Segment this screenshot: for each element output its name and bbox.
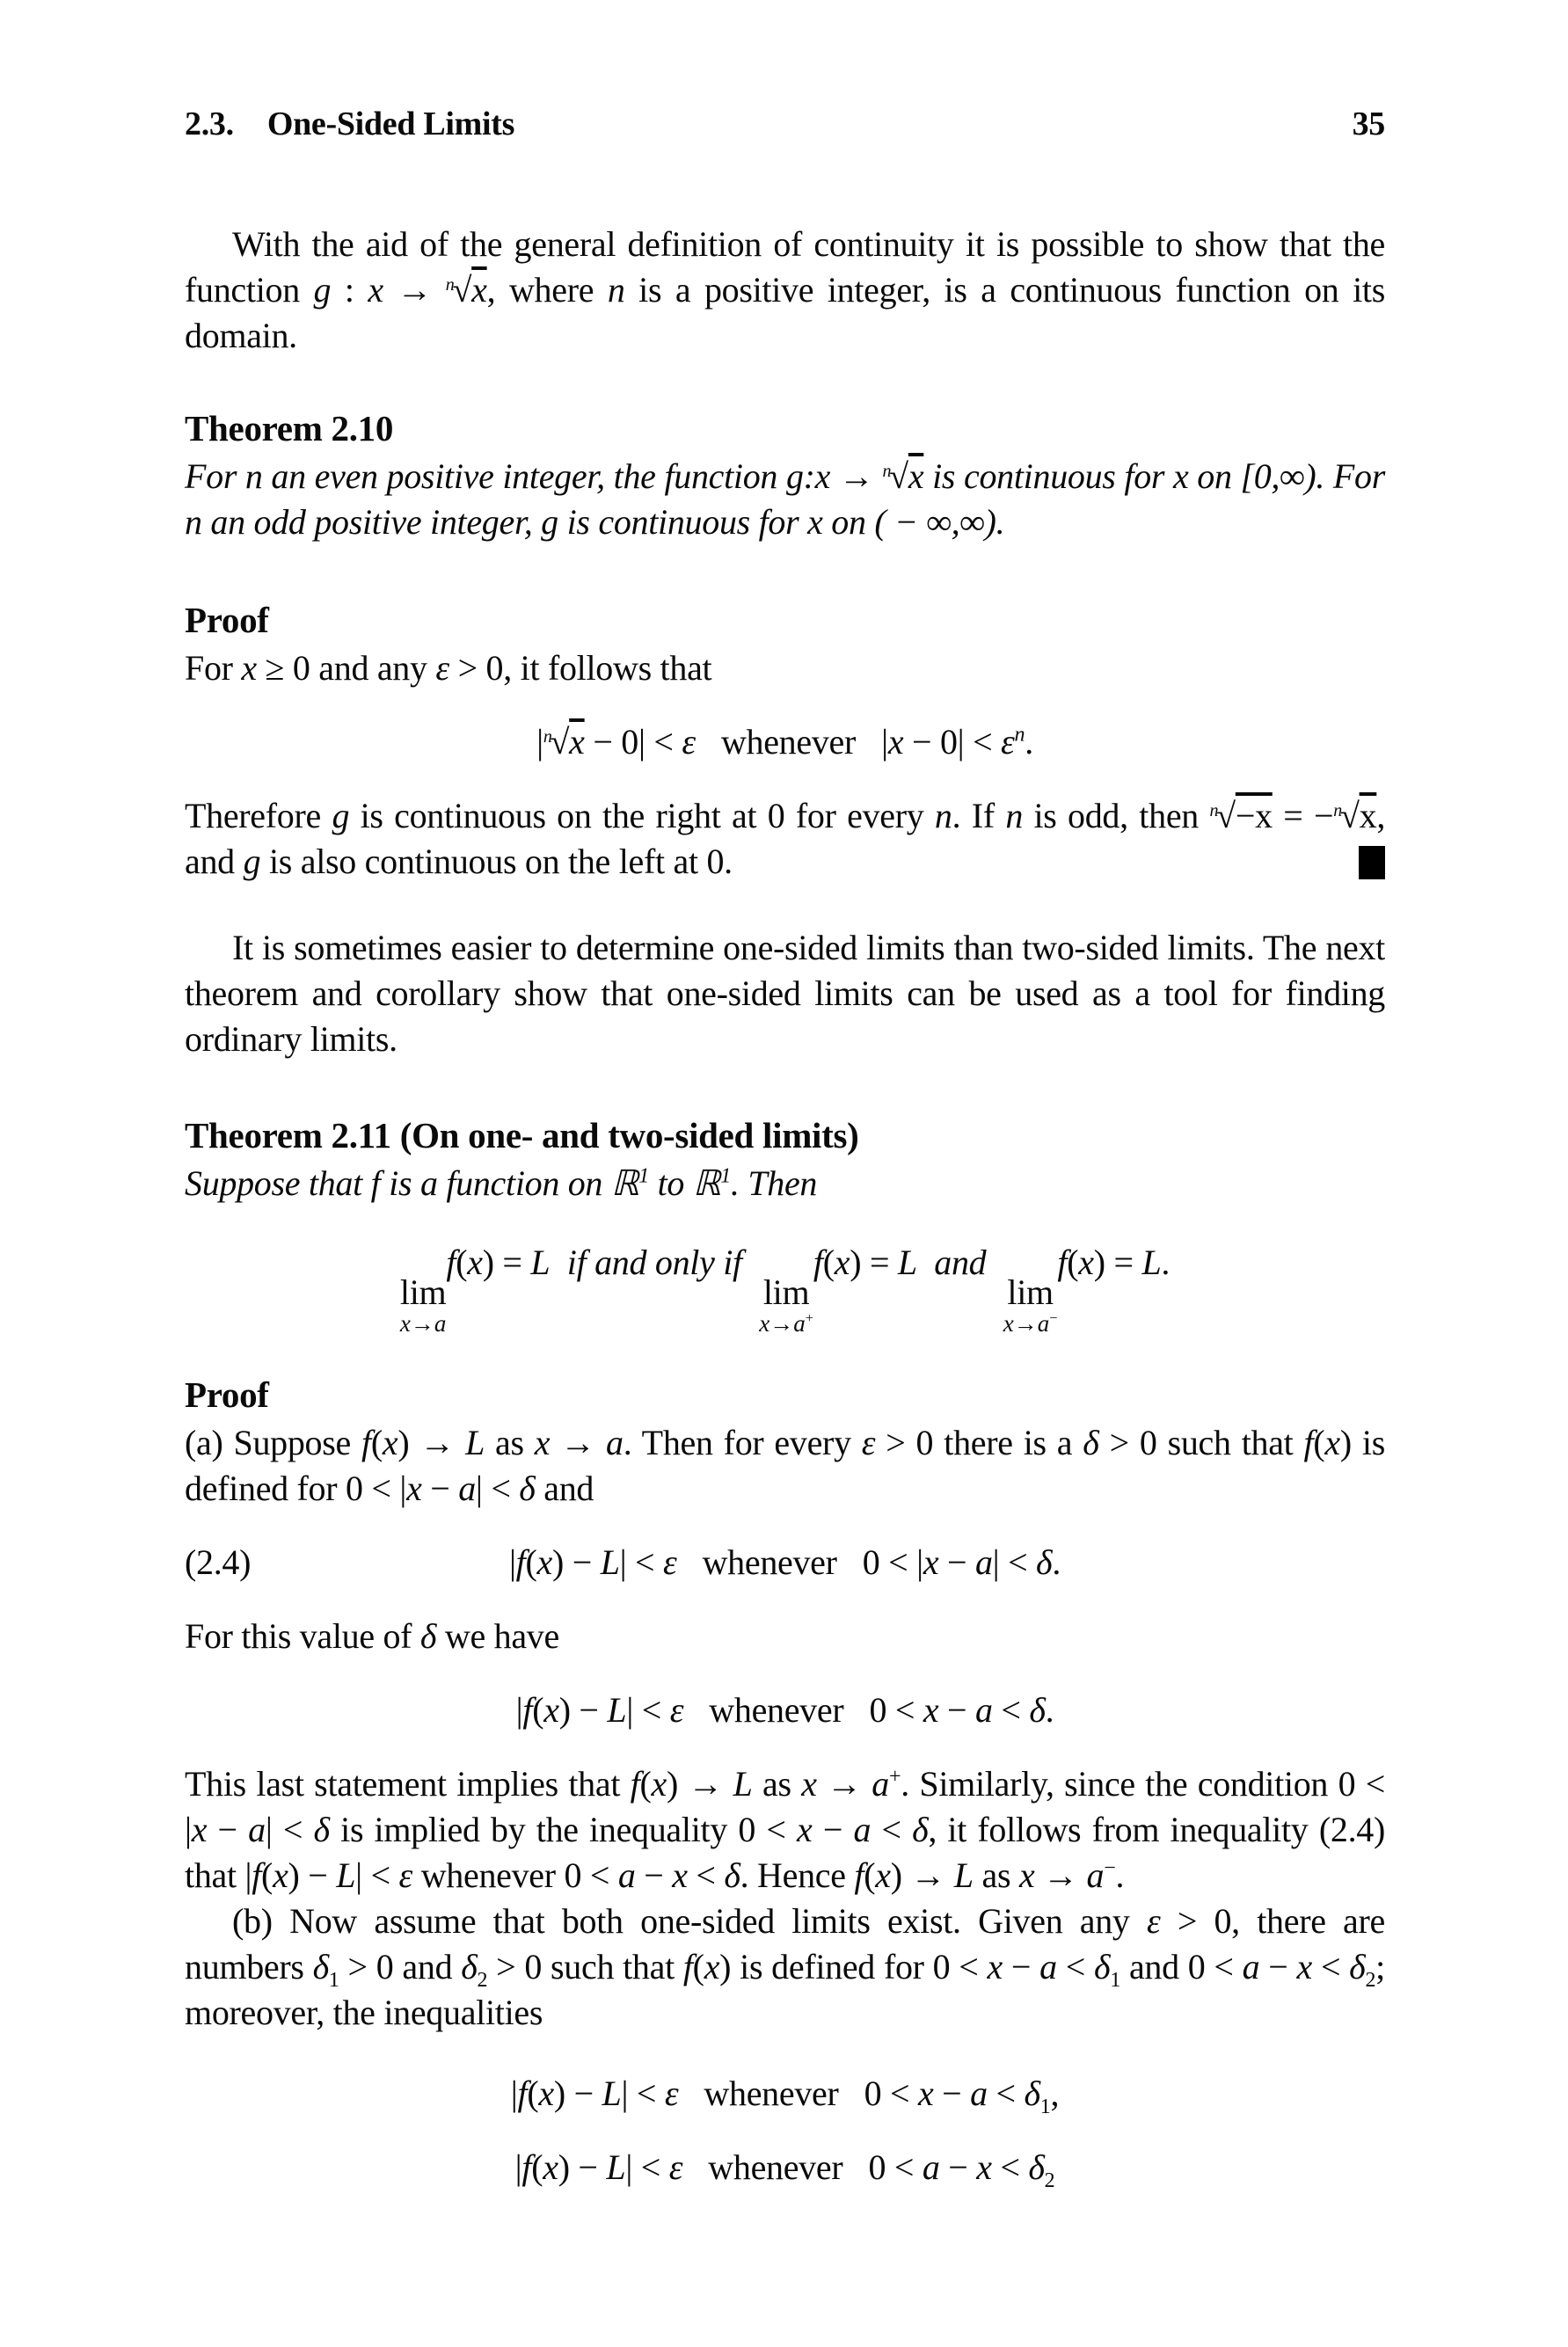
proof-210-intro: For x ≥ 0 and any ε > 0, it follows that [185,648,712,688]
equation-2-4 [185,1540,1385,1585]
proof-210-heading: Proof [185,600,269,640]
section-number: 2.3. [185,106,234,142]
equation-limit-iff: lim x→a f(x) = L if and only if lim x→a+ f(x) = L and lim x→a− f(x) = L. [399,1243,1171,1337]
qed-square [1359,846,1385,879]
theorem-210-heading: Theorem 2.10 [185,408,394,448]
section-title: One-Sided Limits [266,106,515,142]
equation-2-4-body: |f(x) − L| < ε whenever 0 < |x − a| < δ. [508,1542,1061,1583]
equation-delta1: |f(x) − L| < ε whenever $0 < x - a < \delta_1$, [510,2074,1060,2119]
proof-211-part-b: (b) Now assume that both one-sided limits exist. Given any ε > 0, there are numbers $\delta_1 > 0$ and $\delta_2 > 0$ such that f(x) is defined for $0 < x - a < \delta_1$ and $0 < a - x < \delta_2$; moreover, the inequalities [185,1901,1385,2033]
interlude-paragraph: It is sometimes easier to determine one-sided limits than two-sided limits. The next theorem and corollary show that one-sided limits can be used as a tool for finding ordinary limits. [185,928,1385,1059]
page-number: 35 [1352,106,1385,142]
proof-211-part-a: (a) Suppose f(x) → L as x → a. Then for every ε > 0 there is a δ > 0 such that f(x) is defined for 0 < |x − a| < δ and [185,1423,1385,1509]
equation-onesided: |f(x) − L| < ε whenever 0 < x − a < δ. [515,1690,1054,1731]
proof-211-part-a-continued: This last statement implies that f(x) → L as x → a+. Similarly, since the condition 0 < |x − a| < δ is implied by the inequality 0 < x − a < δ, it follows from inequality (2.4) that |f(x) − L| < ε whenever 0 < a − x < δ. Hence f(x) → L as x → a−. [185,1764,1386,1896]
theorem-211-statement: Suppose that f is a function on ℝ$^1$ to ℝ$^1$. Then [185,1163,818,1203]
equation-delta2: |f(x) − L| < ε whenever $0 < a - x < \delta_2$ [514,2147,1055,2193]
proof-211-delta-line: For this value of δ we have [185,1616,559,1657]
intro-paragraph: With the aid of the general definition of continuity it is possible to show that the function g : x → $^n$√x, where n is a positive integer, is a continuous function on its domain. [185,224,1385,355]
proof-210-conclusion: Therefore g is continuous on the right at 0 for every n. If n is odd, then $^n$√−x = −$^n$√x, and g is also continuous on the left at 0. [185,796,1386,881]
equation-2-4-label: (2.4) [185,1542,252,1583]
equation-root-continuity: $|^n√x - 0| < \varepsilon$ whenever $|x - 0| < \varepsilon^n$. [536,722,1033,762]
running-head-left [185,104,514,144]
proof-211-heading: Proof [185,1374,269,1416]
theorem-211-heading: Theorem 2.11 (On one- and two-sided limits) [185,1115,859,1155]
theorem-210-statement: For n an even positive integer, the function g:x → $^n$√x is continuous for x on [0,∞). For n an odd positive integer, g is continuous for x on ( − ∞,∞). [185,456,1385,542]
running-head [185,104,1385,144]
